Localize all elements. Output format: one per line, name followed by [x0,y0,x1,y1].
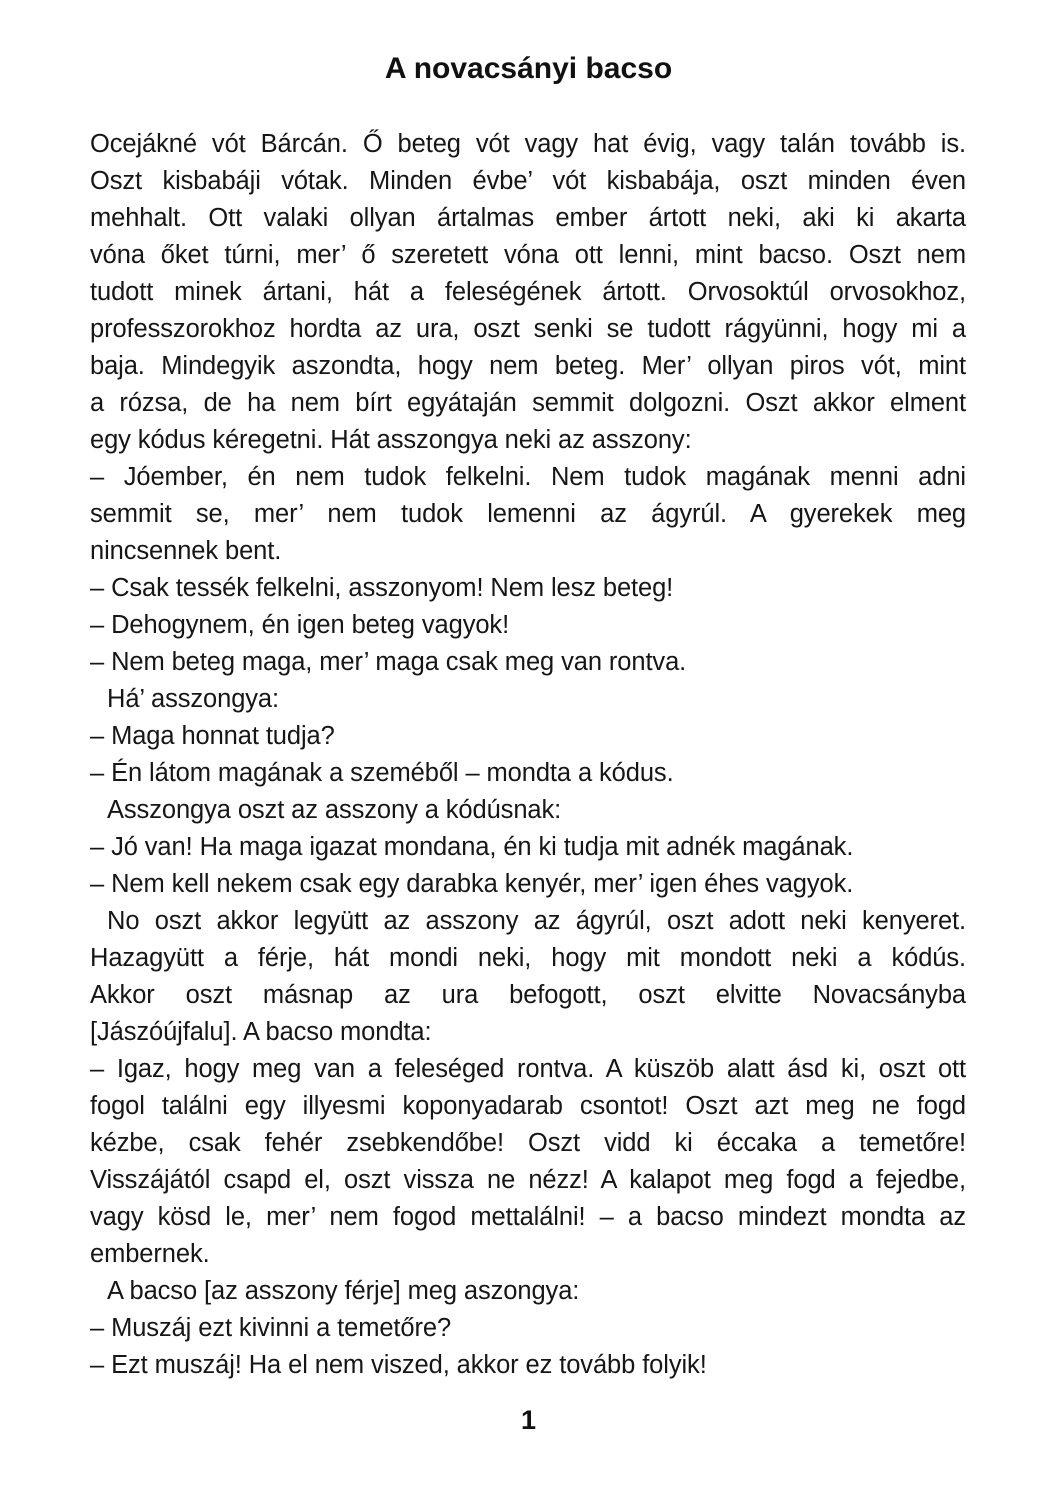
text-line: A bacso [az asszony férje] meg aszongya: [107,1277,580,1305]
text-line: fogol találni egy illyesmi koponyadarab csontot! Oszt azt meg ne fogd [90,1092,966,1120]
text-line: – Jó van! Ha maga igazat mondana, én ki tudja mit adnék magának. [90,833,854,861]
text-line: embernek. [90,1240,210,1268]
text-line: – Muszáj ezt kivinni a temetőre? [90,1314,452,1342]
text-line: – Igaz, hogy meg van a feleséged rontva. A küszöb alatt ásd ki, oszt ott [90,1055,966,1083]
text-line: – Ezt muszáj! Ha el nem viszed, akkor ez tovább folyik! [90,1351,707,1379]
text-line: vagy kösd le, mer’ nem fogod mettalálni! – a bacso mindezt mondta az [90,1203,966,1231]
text-line: semmit se, mer’ nem tudok lemenni az ágyrúl. A gyerekek meg [90,500,966,528]
text-line: Akkor oszt másnap az ura befogott, oszt elvitte Novacsányba [90,981,966,1009]
text-line: nincsennek bent. [90,537,282,565]
text-line: mehhalt. Ott valaki ollyan ártalmas ember ártott neki, aki ki akarta [90,204,966,232]
body-text [90,126,966,1384]
text-line: – Csak tessék felkelni, asszonyom! Nem lesz beteg! [90,574,674,602]
text-line: kézbe, csak fehér zsebkendőbe! Oszt vidd ki éccaka a temetőre! [90,1129,966,1157]
text-line: Hazagyütt a férje, hát mondi neki, hogy mit mondott neki a kódús. [90,944,966,972]
text-line: Há’ asszongya: [107,685,279,713]
text-line: – Dehogynem, én igen beteg vagyok! [90,611,510,639]
text-line: – Jóember, én nem tudok felkelni. Nem tudok magának menni adni [90,463,966,491]
page-title: A novacsányi bacso [384,52,673,85]
text-line: a rózsa, de ha nem bírt egyátaján semmit dolgozni. Oszt akkor elment [90,389,966,417]
text-line: – Én látom magának a szeméből – mondta a kódus. [90,759,674,787]
text-line: Asszongya oszt az asszony a kódúsnak: [107,796,562,824]
page-number: 1 [520,1405,537,1435]
text-line: – Maga honnat tudja? [90,722,335,750]
text-line: Oszt kisbabáji vótak. Minden évbe’ vót kisbabája, oszt minden éven [90,167,966,195]
text-line: Visszájától csapd el, oszt vissza ne nézz! A kalapot meg fogd a fejedbe, [90,1166,966,1194]
text-line: tudott minek ártani, hát a feleségének ártott. Orvosoktúl orvosokhoz, [90,278,966,306]
text-line: – Nem kell nekem csak egy darabka kenyér, mer’ igen éhes vagyok. [90,870,854,898]
text-line: Ocejákné vót Bárcán. Ő beteg vót vagy hat évig, vagy talán tovább is. [90,130,966,158]
text-line: baja. Mindegyik aszondta, hogy nem beteg. Mer’ ollyan piros vót, mint [90,352,966,380]
text-line: [Jászóújfalu]. A bacso mondta: [90,1018,432,1046]
text-line: professzorokhoz hordta az ura, oszt senki se tudott rágyünni, hogy mi a [90,315,966,343]
text-line: – Nem beteg maga, mer’ maga csak meg van rontva. [90,648,687,676]
text-line: No oszt akkor legyütt az asszony az ágyrúl, oszt adott neki kenyeret. [107,907,966,935]
text-line: vóna őket túrni, mer’ ő szeretett vóna ott lenni, mint bacso. Oszt nem [90,241,966,269]
text-line: egy kódus kéregetni. Hát asszongya neki az asszony: [90,426,692,454]
